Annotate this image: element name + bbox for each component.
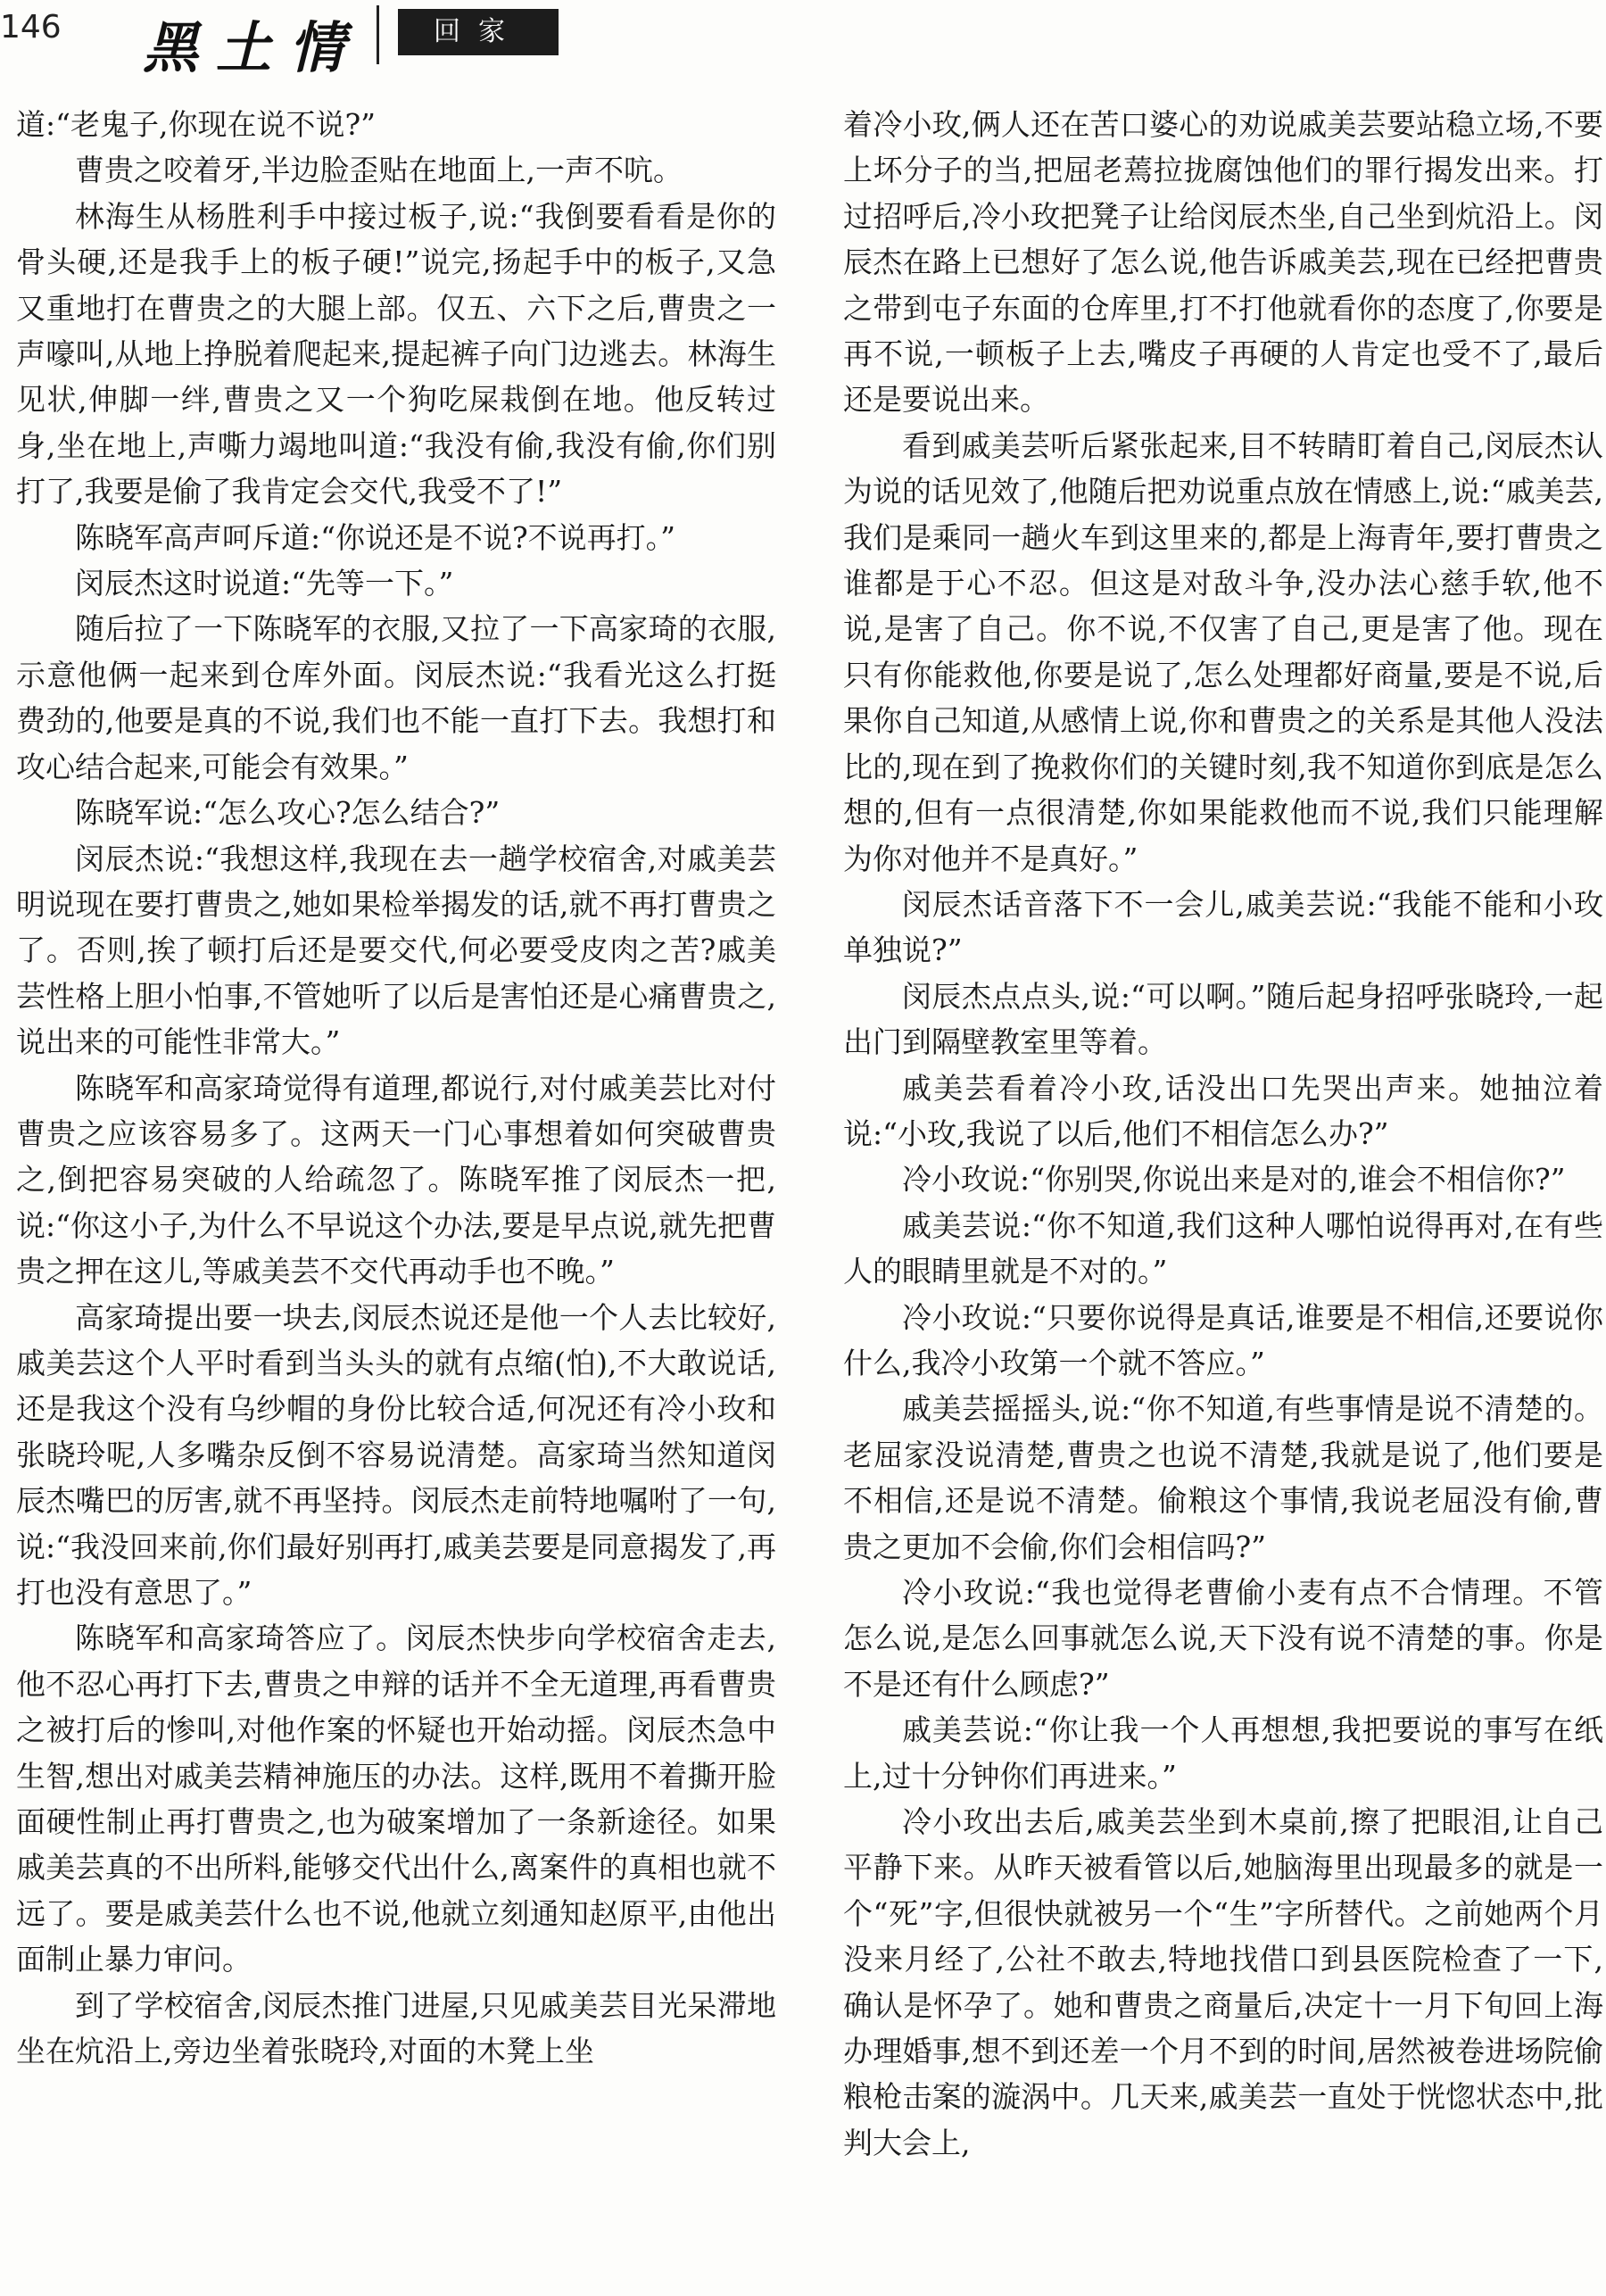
paragraph: 陈晓军说:“怎么攻心?怎么结合?” xyxy=(75,795,501,831)
paragraph: 陈晓军高声呵斥道:“你说还是不说?不说再打。” xyxy=(75,519,676,555)
paragraph: 林海生从杨胜利手中接过板子,说:“我倒要看看是你的骨头硬,还是我手上的板子硬!”说完,扬起手中的板子,又急又重地打在曹贵之的大腿上部。仅五、六下之后,曹贵之一声嚎叫,从地上挣脱着爬起来,提起裤子向门边逃去。林海生见状,伸脚一绊,曹贵之又一个狗吃屎栽倒在地。他反转过身,坐在地上,声嘶力竭地叫道:“我没有偷,我没有偷,你们别打了,我要是偷了我肯定会交代,我受不了!” xyxy=(16,198,776,510)
paragraph: 闵辰杰说:“我想这样,我现在去一趟学校宿舍,对戚美芸明说现在要打曹贵之,她如果检举揭发的话,就不再打曹贵之了。否则,挨了顿打后还是要交代,何必要受皮肉之苦?戚美芸性格上胆小怕事,不管她听了以后是害怕还是心痛曹贵之,说出来的可能性非常大。” xyxy=(16,841,776,1060)
paragraph: 随后拉了一下陈晓军的衣服,又拉了一下高家琦的衣服,示意他俩一起来到仓库外面。闵辰杰说:“我看光这么打挺费劲的,他要是真的不说,我们也不能一直打下去。我想打和攻心结合起来,可能会有效果。” xyxy=(16,611,776,784)
paragraph: 着冷小玫,俩人还在苦口婆心的劝说戚美芸要站稳立场,不要上坏分子的当,把屈老蔫拉拢腐蚀他们的罪行揭发出来。打过招呼后,冷小玫把凳子让给闵辰杰坐,自己坐到炕沿上。闵辰杰在路上已想好了怎么说,他告诉戚美芸,现在已经把曹贵之带到屯子东面的仓库里,打不打他就看你的态度了,你要是再不说,一顿板子上去,嘴皮子再硬的人肯定也受不了,最后还是要说出来。 xyxy=(843,107,1603,418)
right-column xyxy=(843,102,1603,2296)
paragraph: 高家琦提出要一块去,闵辰杰说还是他一个人去比较好,戚美芸这个人平时看到当头头的就有点缩(怕),不大敢说话,还是我这个没有乌纱帽的身份比较合适,何况还有冷小玫和张晓玲呢,人多嘴杂反倒不容易说清楚。高家琦当然知道闵辰杰嘴巴的厉害,就不再坚持。闵辰杰走前特地嘱咐了一句,说:“我没回来前,你们最好别再打,戚美芸要是同意揭发了,再打也没有意思了。” xyxy=(16,1299,776,1610)
paragraph: 道:“老鬼子,你现在说不说?” xyxy=(16,107,377,142)
paragraph: 戚美芸摇摇头,说:“你不知道,有些事情是说不清楚的。老屈家没说清楚,曹贵之也说不清楚,我就是说了,他们要是不相信,还是说不清楚。偷粮这个事情,我说老屈没有偷,曹贵之更加不会偷,你们会相信吗?” xyxy=(843,1391,1603,1564)
page-header xyxy=(0,0,1606,94)
paragraph: 陈晓军和高家琦觉得有道理,都说行,对付戚美芸比对付曹贵之应该容易多了。这两天一门心事想着如何突破曹贵之,倒把容易突破的人给疏忽了。陈晓军推了闵辰杰一把,说:“你这小子,为什么不早说这个办法,要是早点说,就先把曹贵之押在这儿,等戚美芸不交代再动手也不晚。” xyxy=(16,1070,776,1289)
section-badge: 回家 xyxy=(398,9,559,55)
page-number: 146 xyxy=(0,9,62,46)
paragraph: 冷小玫说:“你别哭,你说出来是对的,谁会不相信你?” xyxy=(902,1162,1566,1198)
paragraph: 冷小玫说:“只要你说得是真话,谁要是不相信,还要说你什么,我冷小玫第一个就不答应。” xyxy=(843,1299,1603,1380)
paragraph: 闵辰杰话音落下不一会儿,戚美芸说:“我能不能和小玫单独说?” xyxy=(843,886,1603,968)
magazine-logo: 黑土情 xyxy=(143,15,363,80)
paragraph: 看到戚美芸听后紧张起来,目不转睛盯着自己,闵辰杰认为说的话见效了,他随后把劝说重点放在情感上,说:“戚美芸,我们是乘同一趟火车到这里来的,都是上海青年,要打曹贵之谁都是于心不忍。但这是对敌斗争,没办法心慈手软,他不说,是害了自己。你不说,不仅害了自己,更是害了他。现在只有你能救他,你要是说了,怎么处理都好商量,要是不说,后果你自己知道,从感情上说,你和曹贵之的关系是其他人没法比的,现在到了挽救你们的关键时刻,我不知道你到底是怎么想的,但有一点很清楚,你如果能救他而不说,我们只能理解为你对他并不是真好。” xyxy=(843,427,1603,876)
paragraph: 戚美芸看着冷小玫,话没出口先哭出声来。她抽泣着说:“小玫,我说了以后,他们不相信怎么办?” xyxy=(843,1070,1603,1151)
paragraph: 陈晓军和高家琦答应了。闵辰杰快步向学校宿舍走去,他不忍心再打下去,曹贵之申辩的话并不全无道理,再看曹贵之被打后的惨叫,对他作案的怀疑也开始动摇。闵辰杰急中生智,想出对戚美芸精神施压的办法。这样,既用不着撕开脸面硬性制止再打曹贵之,也为破案增加了一条新途径。如果戚美芸真的不出所料,能够交代出什么,离案件的真相也就不远了。要是戚美芸什么也不说,他就立刻通知赵原平,由他出面制止暴力审问。 xyxy=(16,1620,776,1977)
paragraph: 闵辰杰点点头,说:“可以啊。”随后起身招呼张晓玲,一起出门到隔壁教室里等着。 xyxy=(843,978,1603,1060)
header-divider xyxy=(377,5,379,64)
paragraph: 到了学校宿舍,闵辰杰推门进屋,只见戚美芸目光呆滞地坐在炕沿上,旁边坐着张晓玲,对面的木凳上坐 xyxy=(16,1987,776,2069)
paragraph: 戚美芸说:“你不知道,我们这种人哪怕说得再对,在有些人的眼睛里就是不对的。” xyxy=(843,1207,1603,1289)
paragraph: 曹贵之咬着牙,半边脸歪贴在地面上,一声不吭。 xyxy=(75,153,683,188)
paragraph: 戚美芸说:“你让我一个人再想想,我把要说的事写在纸上,过十分钟你们再进来。” xyxy=(843,1712,1603,1794)
paragraph: 冷小玫说:“我也觉得老曹偷小麦有点不合情理。不管怎么说,是怎么回事就怎么说,天下没有说不清楚的事。你是不是还有什么顾虑?” xyxy=(843,1575,1603,1702)
paragraph: 闵辰杰这时说道:“先等一下。” xyxy=(75,566,454,601)
left-column xyxy=(16,102,776,2296)
paragraph: 冷小玫出去后,戚美芸坐到木桌前,擦了把眼泪,让自己平静下来。从昨天被看管以后,她脑海里出现最多的就是一个“死”字,但很快就被另一个“生”字所替代。之前她两个月没来月经了,公社不敢去,特地找借口到县医院检查了一下,确认是怀孕了。她和曹贵之商量后,决定十一月下旬回上海办理婚事,想不到还差一个月不到的时间,居然被卷进场院偷粮枪击案的漩涡中。几天来,戚美芸一直处于恍惚状态中,批判大会上, xyxy=(843,1804,1603,2160)
